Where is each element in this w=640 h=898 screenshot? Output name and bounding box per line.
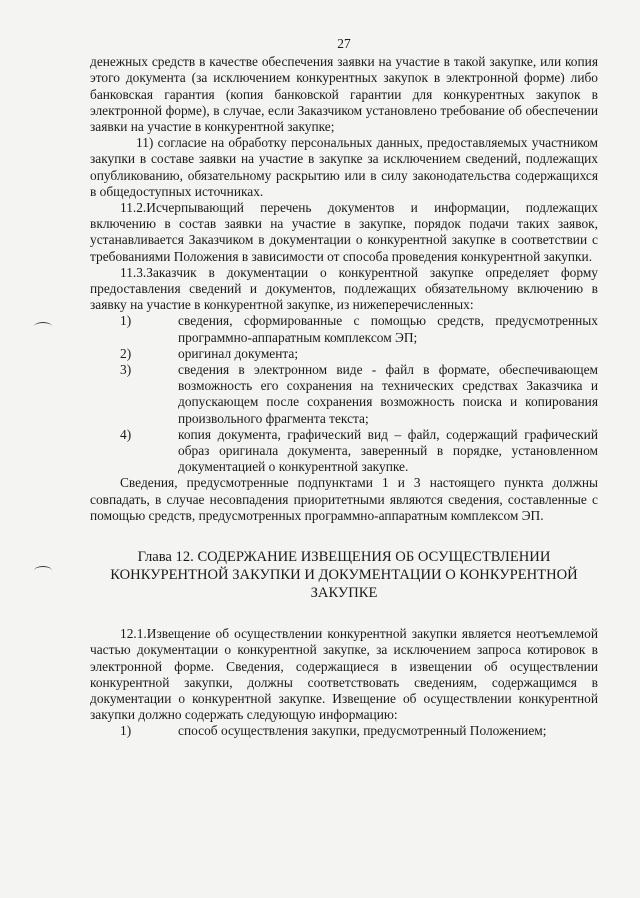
list-item-number: 4) — [120, 426, 132, 442]
paragraph-continuation: денежных средств в качестве обеспечения заявки на участие в такой закупке, или копия этого документа (за исключением конкурентных закупок в электронной форме) либо банковская гарантия (копия банковской гарантии для конкурентных закупок в электронной форме), в случае, если Заказчиком установлено требование об обеспечении заявки на участие в конкурентной закупке; — [90, 54, 598, 135]
paragraph-11-2: 11.2.Исчерпывающий перечень документов и информации, подлежащих включению в состав заявки на участие в закупке, порядок подачи таких заявок, устанавливается Заказчиком в документации о конкурентной закупке в соответствии с требованиями Положения в зависимости от способа проведения конкурентной закупки. — [90, 200, 598, 264]
list-item — [90, 723, 598, 739]
list-item — [90, 313, 598, 345]
list-item — [90, 362, 598, 427]
list-item — [90, 427, 598, 476]
chapter-title: Глава 12. СОДЕРЖАНИЕ ИЗВЕЩЕНИЯ ОБ ОСУЩЕСТВЛЕНИИ КОНКУРЕНТНОЙ ЗАКУПКИ И ДОКУМЕНТАЦИИ О КОНКУРЕНТНОЙ ЗАКУПКЕ — [110, 549, 578, 602]
paragraph-11-3: 11.3.Заказчик в документации о конкурентной закупке определяет форму предоставления сведений и документов, подлежащих обязательному включению в заявку на участие в конкурентной закупке, из нижеперечисленных: — [90, 264, 598, 313]
paragraph-svedeniya: Сведения, предусмотренные подпунктами 1 и 3 настоящего пункта должны совпадать, в случае несовпадения приоритетными являются сведения, составленные с помощью средств, предусмотренных программно-аппаратным комплексом ЭП. — [90, 475, 598, 523]
list-item-number: 1) — [120, 723, 132, 739]
list-item-number: 1) — [120, 313, 132, 329]
list-item-text: копия документа, графический вид – файл, содержащий графический образ оригинала документа, заверенный в порядке, установленном документацией о конкурентной закупке. — [178, 426, 598, 475]
paragraph-12-1: 12.1.Извещение об осуществлении конкурентной закупки является неотъемлемой частью документации о конкурентной закупке, за исключением запроса котировок в электронной форме. Сведения, содержащиеся в извещении об осуществлении конкурентной закупки, должны соответствовать сведениям, содержащимся в документации о конкурентной закупке. Извещение об осуществлении конкурентной закупки должно содержать следующую информацию: — [90, 626, 598, 723]
list-item-number: 3) — [120, 362, 132, 378]
margin-mark — [34, 566, 52, 575]
list-item-number: 2) — [120, 345, 132, 361]
list-item-text: оригинал документа; — [178, 345, 299, 361]
margin-mark — [34, 322, 52, 331]
document-page — [90, 36, 598, 740]
list-item — [90, 346, 598, 362]
list-item-text: сведения, сформированные с помощью средств, предусмотренных программно-аппаратным комплексом ЭП; — [178, 313, 598, 345]
list-item-text: способ осуществления закупки, предусмотренный Положением; — [178, 723, 547, 739]
list-item-11: 11) согласие на обработку персональных данных, предоставляемых участником закупки в составе заявки на участие в закупке за исключением сведений, подлежащих опубликованию, обязательному раскрытию или в силу законодательства содержащихся в общедоступных источниках. — [90, 135, 598, 199]
list-item-text: сведения в электронном виде - файл в формате, обеспечивающем возможность его сохранения на технических средствах Заказчика и допускающем после сохранения возможность поиска и копирования произвольного фрагмента текста; — [178, 362, 598, 426]
page-number: 27 — [337, 36, 351, 51]
